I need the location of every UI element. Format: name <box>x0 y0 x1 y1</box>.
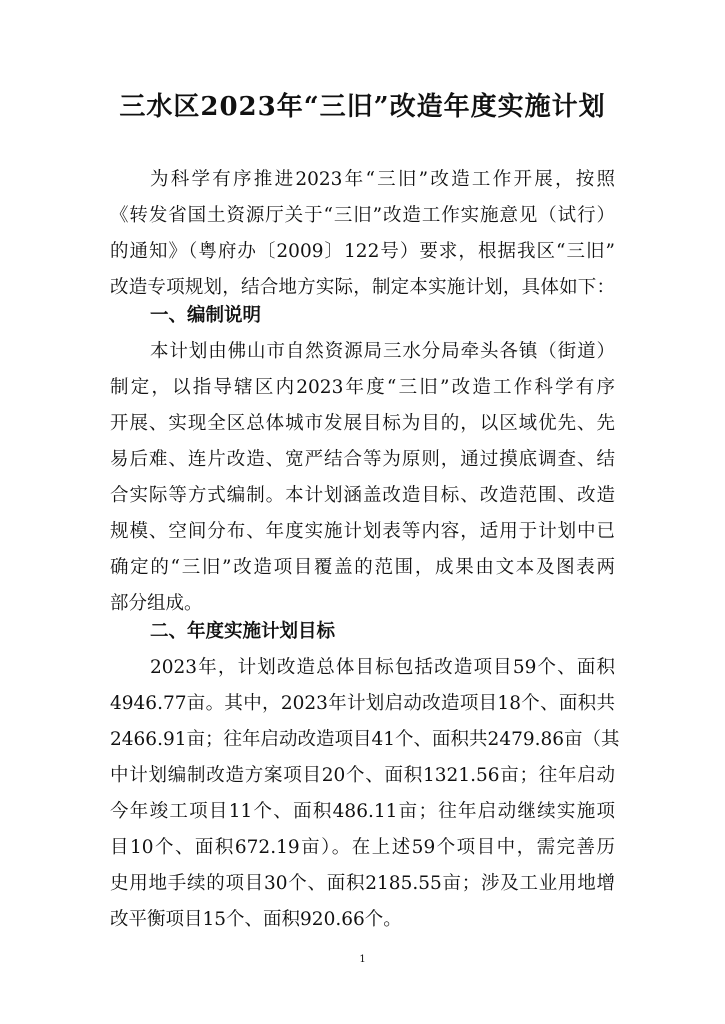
document-title: 三水区2023年“三旧”改造年度实施计划 <box>119 92 606 122</box>
intro-line: 为科学有序推进2023年“三旧”改造工作开展，按照 <box>150 169 615 190</box>
section-heading-annual-target: 二、年度实施计划目标 <box>150 621 336 642</box>
section2-line: 4946.77亩。其中，2023年计划启动改造项目18个、面积共 <box>110 693 615 714</box>
section2-line: 2466.91亩；往年启动改造项目41个、面积共2479.86亩（其 <box>110 729 620 750</box>
intro-line: 的通知》（粤府办〔2009〕122号）要求，根据我区“三旧” <box>110 241 615 262</box>
section2-line: 中计划编制改造方案项目20个、面积1321.56亩；往年启动 <box>110 765 615 786</box>
section1-line: 确定的“三旧”改造项目覆盖的范围，成果由文本及图表两 <box>110 557 615 578</box>
section1-line: 本计划由佛山市自然资源局三水分局牵头各镇（街道） <box>150 341 615 362</box>
page-number: 1 <box>359 954 366 965</box>
section2-line: 目10个、面积672.19亩）。在上述59个项目中，需完善历 <box>110 837 615 858</box>
section2-line: 2023年，计划改造总体目标包括改造项目59个、面积 <box>150 657 615 678</box>
section1-line: 部分组成。 <box>110 593 203 614</box>
section1-line: 易后难、连片改造、宽严结合等为原则，通过摸底调查、结 <box>110 449 615 470</box>
section1-line: 合实际等方式编制。本计划涵盖改造目标、改造范围、改造 <box>110 485 615 506</box>
section2-line: 改平衡项目15个、面积920.66个。 <box>110 909 402 930</box>
section1-line: 规模、空间分布、年度实施计划表等内容，适用于计划中已 <box>110 521 615 542</box>
section2-line: 今年竣工项目11个、面积486.11亩；往年启动继续实施项 <box>110 801 615 822</box>
section2-line: 史用地手续的项目30个、面积2185.55亩；涉及工业用地增 <box>110 873 615 894</box>
section1-line: 制定，以指导辖区内2023年度“三旧”改造工作科学有序 <box>110 377 615 398</box>
section1-line: 开展、实现全区总体城市发展目标为目的，以区域优先、先 <box>110 413 615 434</box>
intro-line: 《转发省国土资源厅关于“三旧”改造工作实施意见（试行） <box>110 205 615 226</box>
intro-line: 改造专项规划，结合地方实际，制定本实施计划，具体如下： <box>110 277 615 298</box>
section-heading-compilation: 一、编制说明 <box>150 305 262 326</box>
